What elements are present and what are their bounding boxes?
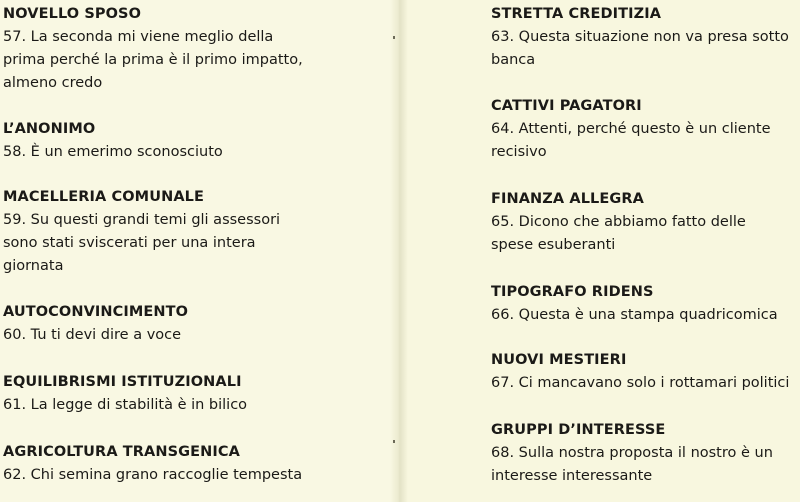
entry-heading: L’ANONIMO [3, 121, 96, 137]
entry [3, 302, 388, 347]
entry-heading: GRUPPI D’INTERESSE [491, 422, 666, 438]
entry-heading: FINANZA ALLEGRA [491, 191, 644, 207]
entry-heading: CATTIVI PAGATORI [491, 98, 642, 114]
entry [3, 4, 388, 95]
entry [491, 4, 796, 72]
entry-text: 59. Su questi grandi temi gli assessori sono stati sviscerati per una intera giornata [3, 212, 281, 274]
entry [3, 442, 388, 487]
entry-text: 64. Attenti, perché questo è un cliente recisivo [491, 121, 771, 160]
entry-heading: MACELLERIA COMUNALE [3, 189, 204, 205]
entry-heading: AGRICOLTURA TRANSGENICA [3, 444, 240, 460]
entry [491, 420, 796, 488]
entry [3, 119, 388, 164]
entry-text: 61. La legge di stabilità è in bilico [3, 397, 248, 413]
entry [491, 96, 796, 164]
entry-heading: EQUILIBRISMI ISTITUZIONALI [3, 374, 242, 390]
entry-heading: TIPOGRAFO RIDENS [491, 284, 654, 300]
entry [3, 372, 388, 417]
entry [3, 187, 388, 278]
entry [491, 350, 796, 395]
entry [491, 189, 796, 257]
entry-heading: STRETTA CREDITIZIA [491, 6, 662, 22]
entry-text: 57. La seconda mi viene meglio della prima perché la prima è il primo impatto, almeno credo [3, 29, 303, 91]
entry-heading: AUTOCONVINCIMENTO [3, 304, 189, 320]
entry [491, 282, 796, 327]
entry-text: 62. Chi semina grano raccoglie tempesta [3, 467, 303, 483]
entry-text: 60. Tu ti devi dire a voce [3, 327, 182, 343]
entry-text: 63. Questa situazione non va presa sotto banca [491, 29, 789, 68]
entry-heading: NUOVI MESTIERI [491, 352, 627, 368]
entry-text: 66. Questa è una stampa quadricomica [491, 307, 778, 323]
entry-text: 65. Dicono che abbiamo fatto delle spese esuberanti [491, 214, 746, 253]
entry-heading: NOVELLO SPOSO [3, 6, 142, 22]
book-gutter [390, 0, 408, 502]
gutter-mark [393, 440, 395, 443]
entry-text: 58. È un emerimo sconosciuto [3, 144, 223, 160]
entry-text: 67. Ci mancavano solo i rottamari politici [491, 375, 790, 391]
gutter-mark [393, 36, 395, 39]
entry-text: 68. Sulla nostra proposta il nostro è un interesse interessante [491, 445, 773, 484]
